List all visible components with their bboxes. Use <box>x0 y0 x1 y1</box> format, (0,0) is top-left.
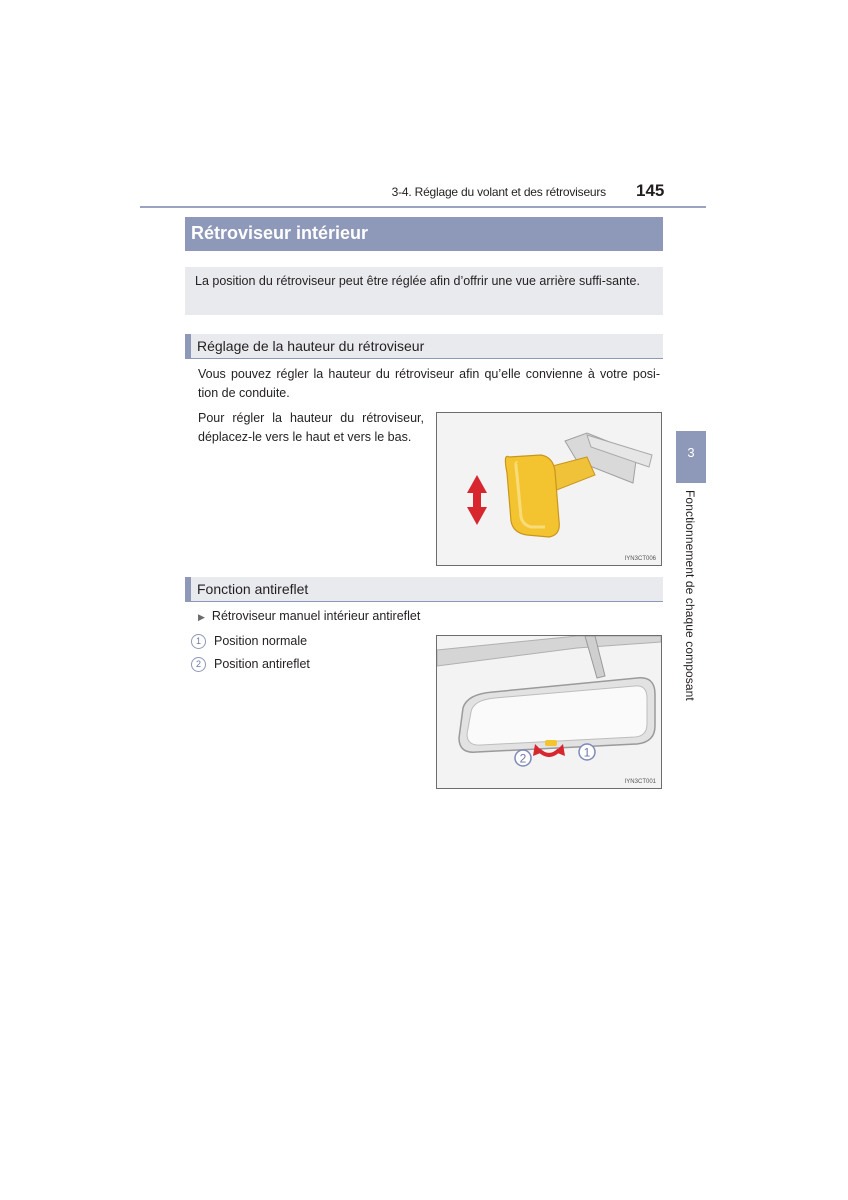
figure-code: IYN3CT001 <box>624 779 656 785</box>
circled-number: 1 <box>191 634 206 649</box>
page-number: 145 <box>636 181 665 200</box>
antiglare-illustration <box>437 636 661 788</box>
height-paragraph-2: Pour régler la hauteur du rétroviseur, déplacez-le vers le haut et vers le bas. <box>198 411 424 444</box>
intro-box: La position du rétroviseur peut être réglée afin d’offrir une vue arrière suffi-sante. <box>185 267 663 315</box>
figure-code: IYN3CT006 <box>624 556 656 562</box>
callout-2-label: 2 <box>519 751 527 766</box>
header-divider <box>140 206 706 208</box>
section-title: Rétroviseur intérieur <box>185 217 663 251</box>
bullet-label: Rétroviseur manuel intérieur antireflet <box>211 609 421 623</box>
callout-2 <box>515 750 531 766</box>
antiglare-figure <box>436 635 662 789</box>
mirror-height-illustration <box>437 413 661 565</box>
callout-1 <box>579 744 595 760</box>
callout-1-label: 1 <box>583 745 591 760</box>
chapter-title: 3-4. Réglage du volant et des rétroviseurs <box>391 185 606 199</box>
subsection-height-heading: Réglage de la hauteur du rétroviseur <box>185 334 663 359</box>
circled-number: 2 <box>191 657 206 672</box>
subsection-antiglare-heading: Fonction antireflet <box>185 577 663 602</box>
height-paragraph-1: Vous pouvez régler la hauteur du rétroviseur afin qu’elle convienne à votre posi-tion de conduite. <box>198 367 660 400</box>
numbered-item-1 <box>191 632 307 651</box>
mirror-height-figure <box>436 412 662 566</box>
triangle-bullet-icon: ▶ <box>198 612 205 622</box>
item-label: Position antireflet <box>214 657 310 671</box>
chapter-tab-label: Fonctionnement de chaque composant <box>683 490 697 701</box>
antiglare-bullet <box>198 607 420 627</box>
chapter-tab: 3 <box>676 431 706 483</box>
item-label: Position normale <box>214 634 308 648</box>
numbered-item-2 <box>191 655 310 674</box>
